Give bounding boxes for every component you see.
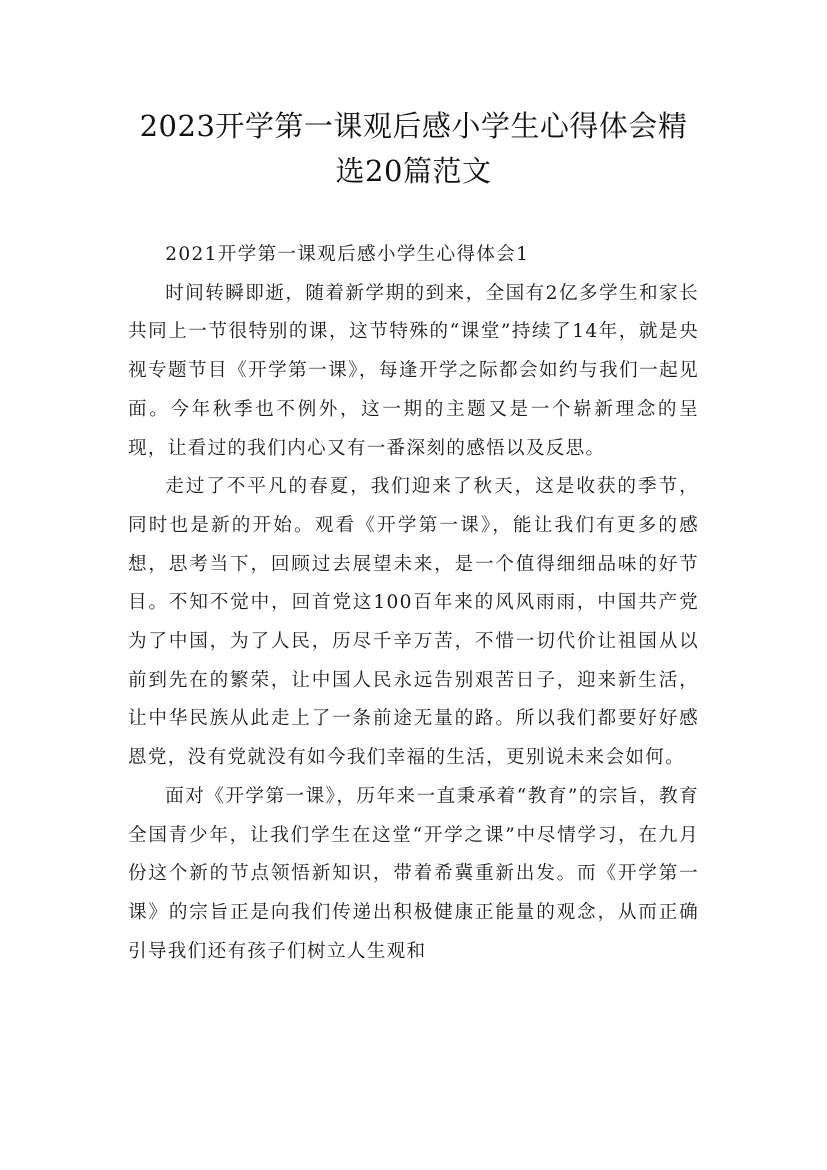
document-body	[128, 236, 699, 971]
paragraph-1: 时间转瞬即逝，随着新学期的到来，全国有2亿多学生和家长共同上一节很特别的课，这节特殊的“课堂”持续了14年，就是央视专题节目《开学第一课》，每逢开学之际都会如约与我们一起见面。今年秋季也不例外，这一期的主题又是一个崭新理念的呈现，让看过的我们内心又有一番深刻的感悟以及反思。	[128, 282, 699, 459]
section-heading: 2021开学第一课观后感小学生心得体会1	[165, 244, 530, 265]
paragraph-3: 面对《开学第一课》，历年来一直秉承着“教育”的宗旨，教育全国青少年，让我们学生在这堂“开学之课”中尽情学习，在九月份这个新的节点领悟新知识，带着希冀重新出发。而《开学第一课》的宗旨正是向我们传递出积极健康正能量的观念，从而正确引导我们还有孩子们树立人生观和	[128, 785, 699, 962]
paragraph-2: 走过了不平凡的春夏，我们迎来了秋天，这是收获的季节，同时也是新的开始。观看《开学第一课》，能让我们有更多的感想，思考当下，回顾过去展望未来，是一个值得细细品味的好节目。不知不觉中，回首党这100百年来的风风雨雨，中国共产党为了中国，为了人民，历尽千辛万苦，不惜一切代价让祖国从以前到先在的繁荣，让中国人民永远告别艰苦日子，迎来新生活，让中华民族从此走上了一条前途无量的路。所以我们都要好好感恩党，没有党就没有如今我们幸福的生活，更别说未来会如何。	[128, 476, 699, 769]
document-title: 2023开学第一课观后感小学生心得体会精选20篇范文	[139, 109, 688, 188]
